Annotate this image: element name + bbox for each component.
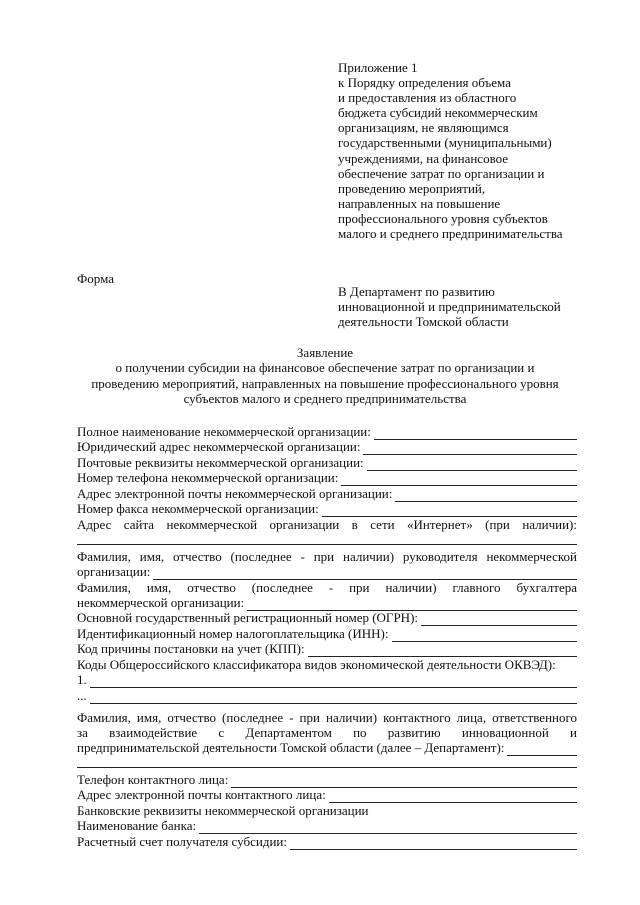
appendix-line: профессионального уровня субъектов	[338, 210, 548, 226]
field-label: Расчетный счет получателя субсидии:	[77, 833, 287, 849]
field-label: Код причины постановки на учет (КПП):	[77, 641, 305, 656]
okved-more-input-line[interactable]	[90, 692, 577, 704]
bank-details-heading: Банковские реквизиты некоммерческой организации	[77, 803, 369, 818]
field-head	[77, 564, 577, 580]
title-line: субъектов малого и среднего предпринимательства	[183, 391, 467, 407]
okved-1-input-line[interactable]	[90, 676, 577, 688]
field-label: Номер факса некоммерческой организации:	[77, 501, 319, 516]
website-input-line[interactable]	[77, 533, 577, 545]
appendix-line: и предоставления из областного	[338, 90, 517, 106]
account-input-line[interactable]	[290, 838, 577, 850]
field-account	[77, 834, 577, 850]
appendix-block	[338, 60, 600, 241]
field-okved-1	[77, 673, 577, 689]
field-label: Юридический адрес некоммерческой организации:	[77, 439, 361, 454]
recipient-line: деятельности Томской области	[338, 314, 509, 330]
appendix-line: малого и среднего предпринимательства	[338, 226, 563, 242]
field-label: предпринимательской деятельности Томской области (далее – Департамент):	[77, 740, 505, 755]
field-fax	[77, 502, 577, 518]
appendix-line: обеспечение затрат по организации и	[338, 165, 545, 181]
kpp-input-line[interactable]	[308, 645, 577, 657]
field-label: Идентификационный номер налогоплательщика (ИНН):	[77, 625, 389, 641]
field-website-label: Адрес сайта некоммерческой организации в сети «Интернет» (при наличии):	[77, 517, 577, 532]
title-line: проведению мероприятий, направленных на повышение профессионального уровня	[91, 375, 559, 391]
field-contact-label: Фамилия, имя, отчество (последнее - при наличии) контактного лица, ответственного	[77, 709, 577, 725]
appendix-line: государственными (муниципальными)	[338, 135, 552, 151]
application-title	[70, 345, 580, 407]
appendix-line: к Порядку определения объема	[338, 75, 511, 91]
field-label: Адрес электронной почты некоммерческой организации:	[77, 485, 393, 501]
field-inn	[77, 626, 577, 642]
field-label: Адрес электронной почты контактного лица:	[77, 787, 326, 802]
field-accountant	[77, 595, 577, 611]
appendix-line: проведению мероприятий,	[338, 180, 486, 196]
field-label: Телефон контактного лица:	[77, 771, 229, 787]
full-name-input-line[interactable]	[374, 428, 577, 440]
field-label: Основной государственный регистрационный номер (ОГРН):	[77, 610, 419, 625]
field-okved-more	[77, 688, 577, 704]
appendix-line: направленных на повышение	[338, 195, 501, 211]
recipient-line: В Департамент по развитию	[338, 284, 495, 299]
appendix-line: Приложение 1	[338, 60, 418, 75]
field-label: Полное наименование некоммерческой организации:	[77, 423, 371, 439]
contact-input-line-2[interactable]	[77, 756, 577, 768]
contact-phone-input-line[interactable]	[231, 776, 577, 788]
fax-input-line[interactable]	[322, 505, 577, 517]
field-ogrn	[77, 611, 577, 627]
field-contact-email	[77, 788, 577, 804]
head-input-line[interactable]	[153, 568, 577, 580]
bank-name-input-line[interactable]	[199, 822, 577, 834]
email-input-line[interactable]	[395, 490, 577, 502]
field-full-name	[77, 424, 577, 440]
field-okved-label: Коды Общероссийского классификатора видов экономической деятельности ОКВЭД):	[77, 657, 556, 672]
phone-input-line[interactable]	[341, 474, 577, 486]
field-label: Наименование банка:	[77, 818, 197, 833]
appendix-line: организациям, не являющимся	[338, 120, 509, 136]
ogrn-input-line[interactable]	[421, 614, 577, 626]
contact-input-line[interactable]	[507, 744, 577, 756]
field-bank-name	[77, 819, 577, 835]
okved-item-number: 1.	[77, 672, 87, 687]
inn-input-line[interactable]	[392, 630, 578, 642]
field-label: некоммерческой организации:	[77, 594, 245, 610]
title-line: о получении субсидии на финансовое обеспечение затрат по организации и	[115, 360, 535, 376]
field-postal	[77, 455, 577, 471]
field-phone	[77, 471, 577, 487]
application-form	[77, 424, 577, 850]
appendix-line: учреждениями, на финансовое	[338, 150, 509, 166]
recipient-block	[338, 284, 600, 330]
legal-address-input-line[interactable]	[363, 443, 577, 455]
appendix-line: бюджета субсидий некоммерческим	[338, 105, 538, 121]
field-accountant-label: Фамилия, имя, отчество (последнее - при наличии) главного бухгалтера	[77, 579, 577, 595]
field-kpp	[77, 642, 577, 658]
accountant-input-line[interactable]	[247, 599, 577, 611]
postal-input-line[interactable]	[367, 459, 577, 471]
title-heading: Заявление	[296, 345, 354, 360]
field-label: организации:	[77, 563, 151, 579]
form-label: Форма	[77, 271, 114, 286]
recipient-line: инновационной и предпринимательской	[338, 299, 561, 315]
field-contact-phone	[77, 772, 577, 788]
contact-email-input-line[interactable]	[329, 791, 577, 803]
field-head-label: Фамилия, имя, отчество (последнее - при наличии) руководителя некоммерческой	[77, 548, 577, 564]
okved-item-ellipsis: ...	[77, 687, 87, 703]
field-email	[77, 486, 577, 502]
field-label: Почтовые реквизиты некоммерческой организации:	[77, 454, 364, 470]
field-contact-label-2: за взаимодействие с Департаментом по развитию инновационной и	[77, 725, 577, 740]
field-legal-address	[77, 440, 577, 456]
field-contact	[77, 741, 577, 757]
field-label: Номер телефона некоммерческой организации:	[77, 470, 339, 485]
